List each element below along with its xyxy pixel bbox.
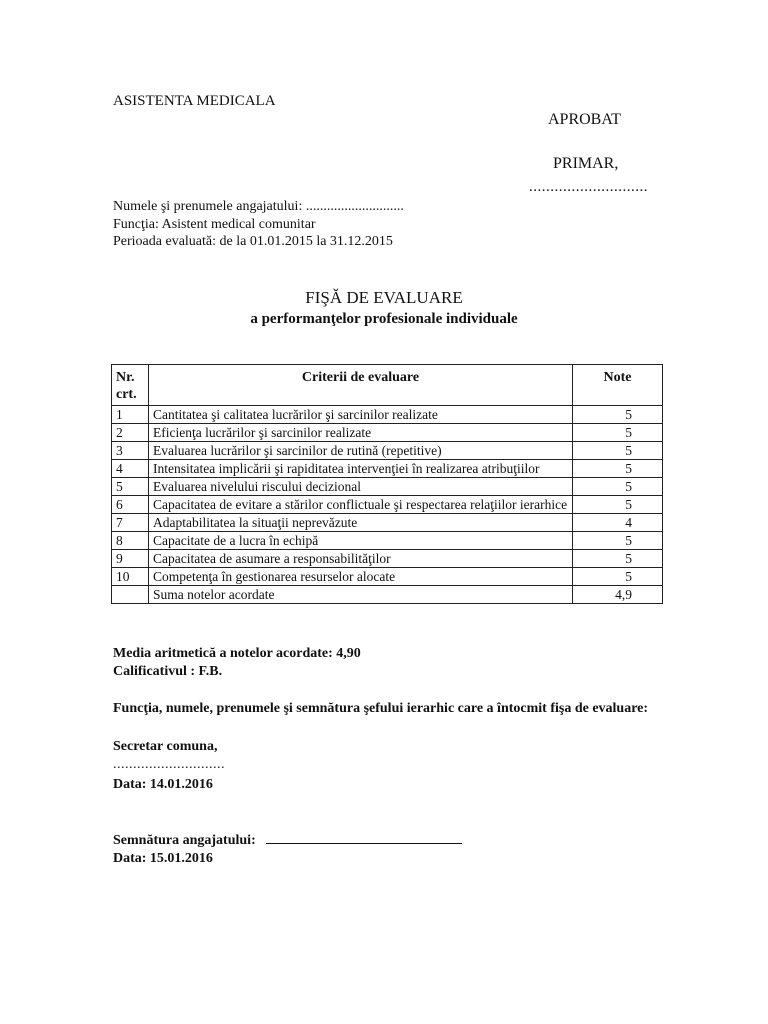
row-note: 5 — [573, 550, 663, 568]
employee-name-line: Numele şi prenumele angajatului: ............................ — [113, 199, 404, 214]
row-note: 5 — [573, 568, 663, 586]
row-note: 4 — [573, 514, 663, 532]
row-number: 6 — [112, 496, 149, 514]
mayor-label: PRIMAR, — [553, 155, 619, 172]
evaluation-period-line: Perioada evaluată: de la 01.01.2015 la 31.12.2015 — [113, 234, 393, 249]
row-criteria: Suma notelor acordate — [149, 586, 573, 604]
evaluation-table-body — [112, 406, 663, 604]
row-note: 5 — [573, 424, 663, 442]
row-note: 4,9 — [573, 586, 663, 604]
document-title: FIŞĂ DE EVALUARE — [305, 288, 463, 307]
employee-sign-date: Data: 15.01.2016 — [113, 851, 213, 866]
evaluator-signature-line: ............................ — [113, 757, 225, 772]
table-row — [112, 406, 663, 424]
row-note: 5 — [573, 460, 663, 478]
evaluator-role: Secretar comuna, — [113, 739, 218, 754]
row-criteria: Evaluarea nivelului riscului decizional — [149, 478, 573, 496]
table-row — [112, 496, 663, 514]
row-number: 8 — [112, 532, 149, 550]
table-header-row — [112, 365, 663, 406]
row-number: 4 — [112, 460, 149, 478]
row-criteria: Evaluarea lucrărilor şi sarcinilor de rutină (repetitive) — [149, 442, 573, 460]
row-number: 1 — [112, 406, 149, 424]
mayor-signature-line: ............................ — [529, 179, 648, 195]
row-criteria: Capacitatea de asumare a responsabilităţilor — [149, 550, 573, 568]
table-row — [112, 586, 663, 604]
row-note: 5 — [573, 442, 663, 460]
table-row — [112, 478, 663, 496]
row-number: 5 — [112, 478, 149, 496]
table-row — [112, 550, 663, 568]
row-note: 5 — [573, 496, 663, 514]
employee-signature — [113, 831, 462, 850]
row-number: 2 — [112, 424, 149, 442]
row-criteria: Cantitatea şi calitatea lucrărilor şi sarcinilor realizate — [149, 406, 573, 424]
evaluator-date: Data: 14.01.2016 — [113, 777, 213, 792]
row-note: 5 — [573, 478, 663, 496]
table-row — [112, 532, 663, 550]
row-criteria: Capacitate de a lucra în echipă — [149, 532, 573, 550]
row-criteria: Eficienţa lucrărilor şi sarcinilor realizate — [149, 424, 573, 442]
row-note: 5 — [573, 532, 663, 550]
header-nr: Nr. crt. — [112, 365, 149, 406]
row-criteria: Capacitatea de evitare a stărilor conflictuale şi respectarea relaţiilor ierarhice — [149, 496, 573, 514]
employee-signature-blank — [266, 831, 462, 844]
evaluator-heading: Funcţia, numele, prenumele şi semnătura şefului ierarhic care a întocmit fişa de evaluare: — [113, 701, 649, 716]
row-number: 3 — [112, 442, 149, 460]
table-row — [112, 460, 663, 478]
row-criteria: Competenţa în gestionarea resurselor alocate — [149, 568, 573, 586]
header-criteria: Criterii de evaluare — [149, 365, 573, 406]
header-note: Note — [573, 365, 663, 406]
organization-heading: ASISTENTA MEDICALA — [113, 93, 276, 109]
evaluation-table — [111, 364, 663, 604]
employee-function-line: Funcţia: Asistent medical comunitar — [113, 217, 316, 232]
qualification: Calificativul : F.B. — [113, 664, 223, 679]
table-row — [112, 442, 663, 460]
row-number: 7 — [112, 514, 149, 532]
table-row — [112, 424, 663, 442]
average-score: Media aritmetică a notelor acordate: 4,90 — [113, 646, 361, 661]
document-subtitle: a performanţelor profesionale individuale — [250, 311, 518, 327]
table-row — [112, 514, 663, 532]
table-row — [112, 568, 663, 586]
approved-label: APROBAT — [548, 111, 621, 128]
row-number — [112, 586, 149, 604]
row-criteria: Adaptabilitatea la situaţii neprevăzute — [149, 514, 573, 532]
employee-signature-label: Semnătura angajatului: — [113, 833, 256, 848]
row-note: 5 — [573, 406, 663, 424]
row-number: 9 — [112, 550, 149, 568]
row-number: 10 — [112, 568, 149, 586]
row-criteria: Intensitatea implicării şi rapiditatea intervenţiei în realizarea atribuţiilor — [149, 460, 573, 478]
